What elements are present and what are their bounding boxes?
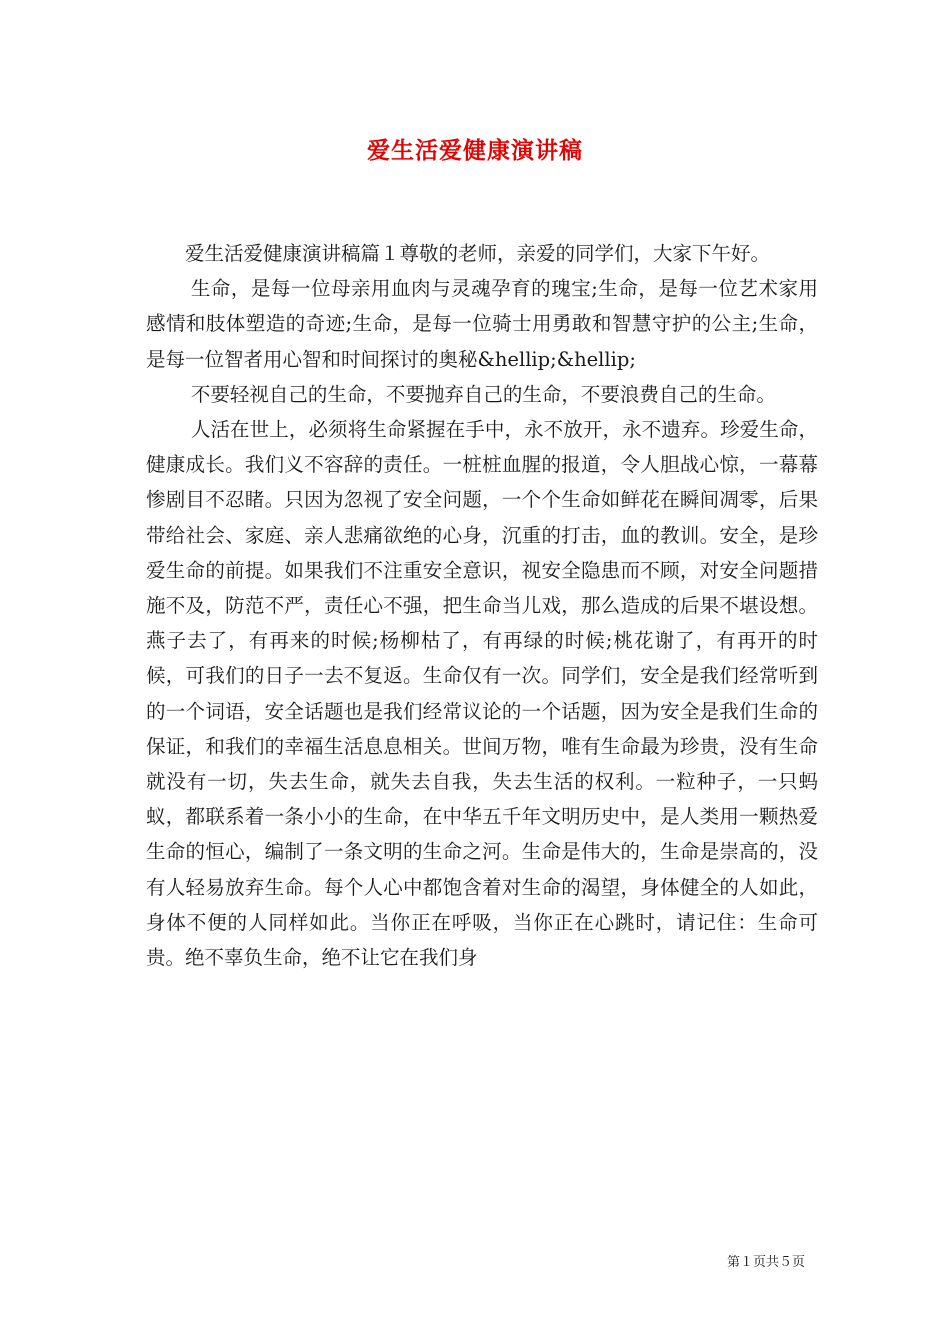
paragraph-life-definition: 生命，是每一位母亲用血肉与灵魂孕育的瑰宝;生命，是每一位艺术家用感情和肢体塑造的奇迹;生命，是每一位骑士用勇敢和智慧守护的公主;生命，是每一位智者用心智和时间探讨的奥秘&hellip;&hellip;	[146, 277, 818, 371]
document-title: 爱生活爱健康演讲稿	[367, 137, 583, 164]
paragraph-do-not-waste: 不要轻视自己的生命，不要抛弃自己的生命，不要浪费自己的生命。	[190, 382, 776, 406]
paragraph-greeting: 爱生活爱健康演讲稿篇１尊敬的老师，亲爱的同学们，大家下午好。	[185, 242, 771, 265]
paragraph-safety: 人活在世上，必须将生命紧握在手中，永不放开，永不遗弃。珍爱生命，健康成长。我们义不容辞的责任。一桩桩血腥的报道，令人胆战心惊，一幕幕惨剧目不忍睹。只因为忽视了安全问题，一个个生命如鲜花在瞬间凋零，后果带给社会、家庭、亲人悲痛欲绝的心身，沉重的打击，血的教训。安全，是珍爱生命的前提。如果我们不注重安全意识，视安全隐患而不顾，对安全问题措施不及，防范不严，责任心不强，把生命当儿戏，那么造成的后果不堪设想。燕子去了，有再来的时候;杨柳枯了，有再绿的时候;桃花谢了，有再开的时候，可我们的日子一去不复返。生命仅有一次。同学们，安全是我们经常听到的一个词语，安全话题也是我们经常议论的一个话题，因为安全是我们生命的保证，和我们的幸福生活息息相关。世间万物，唯有生命最为珍贵，没有生命就没有一切，失去生命，就失去自我，失去生活的权利。一粒种子，一只蚂蚁，都联系着一条小小的生命，在中华五千年文明历史中，是人类用一颗热爱生命的恒心，编制了一条文明的生命之河。生命是伟大的，生命是崇高的，没有人轻易放弃生命。每个人心中都饱含着对生命的渴望，身体健全的人如此，身体不便的人同样如此。当你正在呼吸，当你正在心跳时，请记住：生命可贵。绝不辜负生命，绝不让它在我们身	[146, 418, 818, 970]
document-body	[146, 236, 818, 975]
page-number: 第１页共５页	[726, 1255, 805, 1270]
